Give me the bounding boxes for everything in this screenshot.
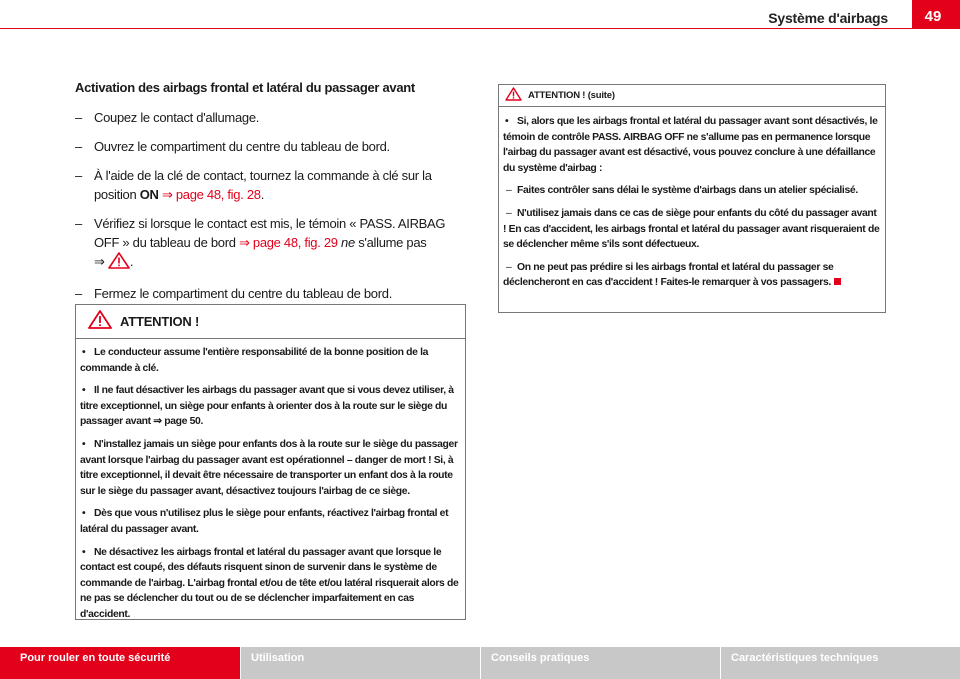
warning-paragraph	[80, 345, 461, 376]
warning-continued-title: ATTENTION ! (suite)	[528, 90, 615, 101]
step-text-end: .	[260, 187, 264, 202]
left-column	[75, 80, 467, 313]
warning-paragraph	[503, 114, 881, 176]
warning-continued-body	[499, 107, 885, 291]
footer-tabs	[0, 647, 960, 679]
step-text: Ouvrez le compartiment du centre du tableau de bord.	[94, 139, 390, 154]
warning-text: Si, alors que les airbags frontal et latéral du passager avant sont désactivés, le témoin de contrôle PASS. AIRBAG OFF ne s'allume pas en permanence lorsque l'airbag du passager avant est désactivé, vous pouvez conclure à une défaillance du système d'airbag :	[503, 116, 878, 174]
warning-triangle-icon[interactable]	[108, 252, 130, 274]
emphasis-text: ne	[341, 235, 355, 250]
bullet: •	[505, 116, 509, 127]
sub-dash: –	[506, 207, 512, 219]
warning-header	[76, 305, 465, 339]
step-dash: –	[75, 216, 82, 231]
bullet: •	[82, 438, 86, 450]
tab-utilisation[interactable]: Utilisation	[240, 647, 480, 679]
step-dash: –	[75, 286, 82, 301]
step-5	[75, 284, 467, 303]
step-text: Coupez le contact d'allumage.	[94, 110, 260, 125]
page-ref-link[interactable]: ⇒ page 48, fig. 28	[158, 187, 261, 202]
warning-paragraph	[80, 545, 461, 623]
sub-item-text: N'utilisez jamais dans ce cas de siège pour enfants du côté du passager avant ! En cas d'accident, les airbags frontal et latéral du passager avant risqueraient de se déclencher même s'ils sont défectueux.	[503, 207, 880, 251]
section-title: Activation des airbags frontal et latéral du passager avant	[75, 80, 415, 95]
warning-body	[76, 339, 465, 623]
step-dash: –	[75, 110, 82, 125]
bullet: •	[82, 508, 86, 520]
end-of-section-marker	[834, 278, 841, 285]
tab-pour-rouler[interactable]: Pour rouler en toute sécurité	[0, 647, 240, 679]
warning-sub-item	[503, 260, 881, 291]
sub-dash: –	[506, 261, 512, 273]
step-4	[75, 214, 467, 274]
step-3	[75, 166, 467, 204]
bullet: •	[82, 385, 86, 397]
header-rule	[0, 28, 912, 29]
sub-dash: –	[506, 185, 512, 197]
step-text: À l'aide de la clé de contact, tournez la commande à clé sur la position	[94, 168, 432, 202]
sub-item-text: On ne peut pas prédire si les airbags frontal et latéral du passager se déclencheront en cas d'accident ! Faites-le remarquer à vos passagers.	[503, 261, 834, 289]
sub-item-text: Faites contrôler sans délai le système d'airbags dans un atelier spécialisé.	[517, 185, 858, 197]
step-text-cont: s'allume pas	[354, 235, 427, 250]
warning-paragraph	[80, 383, 461, 430]
warning-box	[75, 304, 466, 620]
warning-text: Dès que vous n'utilisez plus le siège pour enfants, réactivez l'airbag frontal et latéral du passager avant.	[80, 508, 449, 535]
warning-continued-header	[499, 85, 885, 107]
step-dash: –	[75, 139, 82, 154]
warning-paragraph	[80, 506, 461, 537]
warning-continued-box	[498, 84, 886, 313]
step-text-end: .	[129, 254, 134, 269]
page-ref-link[interactable]: ⇒ page 48, fig. 29	[238, 235, 338, 250]
step-dash: –	[75, 168, 82, 183]
bullet: •	[82, 546, 86, 558]
warning-triangle-icon	[88, 310, 112, 333]
warning-paragraph	[80, 437, 461, 499]
warning-triangle-icon	[505, 86, 522, 105]
step-text: Fermez le compartiment du centre du tableau de bord.	[94, 286, 393, 301]
step-1	[75, 108, 467, 127]
arrow-symbol: ⇒	[94, 254, 105, 269]
warning-text: Il ne faut désactiver les airbags du passager avant que si vous devez utiliser, à titre exceptionnel, un siège pour enfants à orienter dos à la route sur le siège du passager avant ⇒ page 50.	[80, 385, 454, 428]
page-header-title: Système d'airbags	[768, 10, 888, 26]
warning-title: ATTENTION !	[120, 314, 200, 329]
warning-text: Ne désactivez les airbags frontal et latéral du passager avant que lorsque le contact est coupé, des défauts risquent sinon de survenir dans le système de commande de l'airbag. L'airbag frontal et/ou de tête et/ou latéral risquerait alors de ne pas se déclencher du tout ou de se déclencher imparfaitement en cas d'accident.	[80, 546, 459, 620]
page-number: 49	[912, 0, 960, 29]
position-on-label: ON	[139, 187, 159, 202]
step-text: Vérifiez si lorsque le contact est mis, le témoin « PASS. AIRBAG OFF » du tableau de bord	[94, 216, 446, 250]
warning-sub-item	[503, 206, 881, 253]
step-2	[75, 137, 467, 156]
warning-text: N'installez jamais un siège pour enfants dos à la route sur le siège du passager avant lorsque l'airbag du passager avant est opérationnel – danger de mort ! Si, à titre exceptionnel, il devait être nécessaire de transporter un enfant dos à la route sur le siège du passager avant, désactivez toujours l'airbag de ce siège.	[80, 438, 458, 497]
bullet: •	[82, 347, 86, 358]
tab-caracteristiques-techniques[interactable]: Caractéristiques techniques	[720, 647, 960, 679]
tab-conseils-pratiques[interactable]: Conseils pratiques	[480, 647, 720, 679]
warning-text: Le conducteur assume l'entière responsabilité de la bonne position de la commande à clé.	[80, 347, 429, 374]
warning-sub-item	[503, 183, 881, 199]
